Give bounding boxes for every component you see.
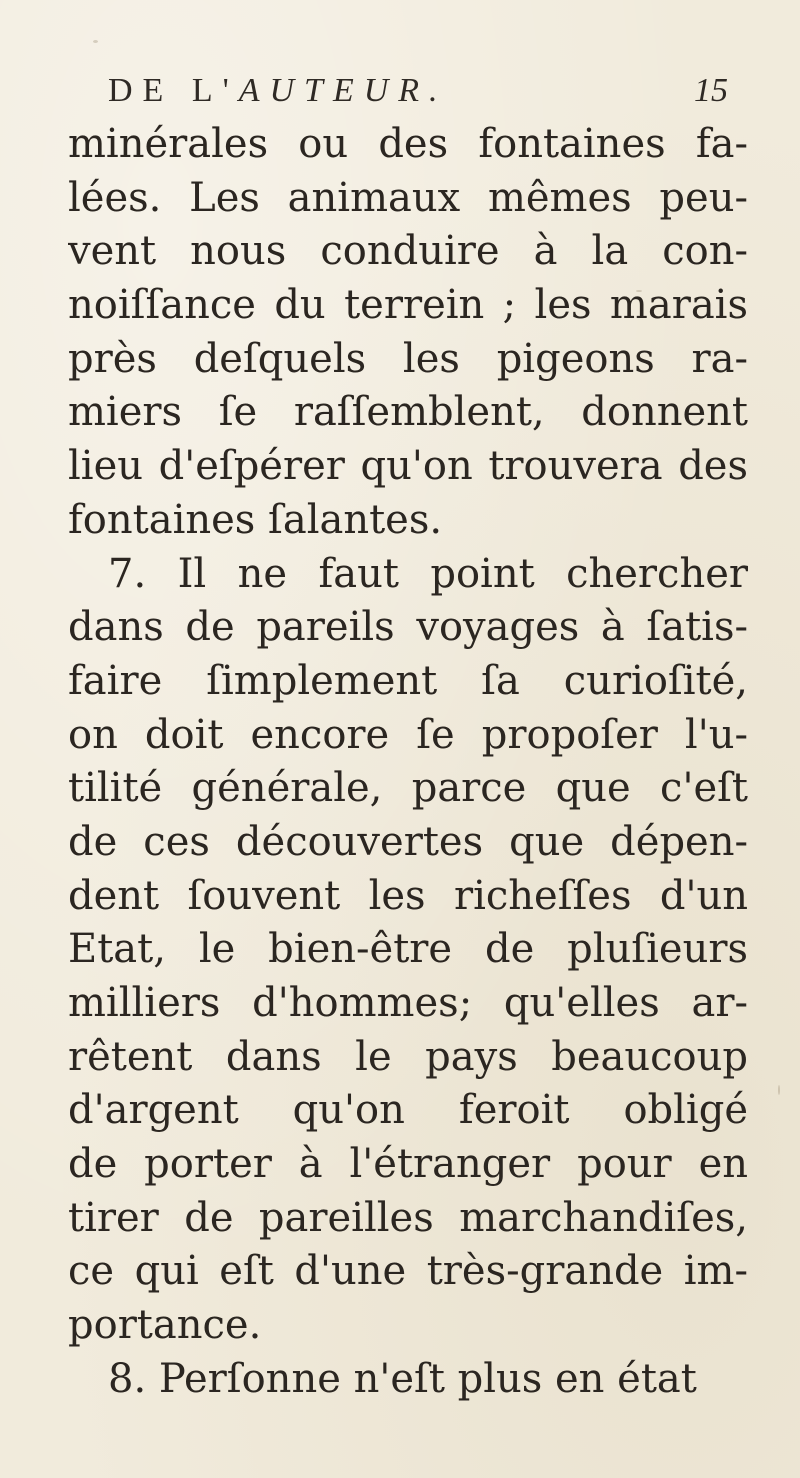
text-line-8: fontaines ſalantes. — [68, 496, 443, 543]
text-line-24: 8. Perſonne n'eſt plus en état — [108, 1355, 697, 1402]
text-line-7: lieu d'eſpérer qu'on trouvera des — [68, 443, 748, 490]
paper-fleck — [636, 290, 642, 292]
running-head-prefix: DE L' — [108, 72, 239, 109]
paper-fleck — [93, 40, 98, 43]
page-number: 15 — [694, 72, 728, 109]
text-line-18: rêtent dans le pays beaucoup — [68, 1033, 748, 1080]
text-line-21: tirer de pareilles marchandiſes, — [68, 1194, 748, 1241]
text-line-10: dans de pareils voyages à ſatis- — [68, 604, 748, 651]
running-head-italic: AUTEUR. — [238, 72, 448, 109]
text-line-6: miers ſe raſſemblent, donnent — [68, 389, 748, 436]
text-line-2: lées. Les animaux mêmes peu- — [68, 174, 748, 221]
text-line-1: minérales ou des fontaines fa- — [68, 121, 748, 167]
text-line-20: de porter à l'étranger pour en — [68, 1141, 748, 1188]
text-line-9: 7. Il ne faut point chercher — [108, 550, 748, 597]
running-head-title — [108, 72, 448, 110]
text-line-15: dent ſouvent les richeſſes d'un — [68, 872, 748, 919]
text-line-5: près deſquels les pigeons ra- — [68, 335, 748, 382]
text-line-22: ce qui eſt d'une très-grande im- — [68, 1248, 748, 1295]
text-line-16: Etat, le bien-être de pluſieurs — [68, 926, 748, 973]
paper-fleck — [778, 1085, 780, 1095]
text-line-3: vent nous conduire à la con- — [68, 228, 748, 275]
text-line-14: de ces découvertes que dépen- — [68, 818, 748, 865]
running-head — [108, 72, 728, 116]
text-line-12: on doit encore ſe propoſer l'u- — [68, 711, 748, 758]
text-line-13: tilité générale, parce que c'eſt — [68, 765, 748, 812]
text-line-17: milliers d'hommes; qu'elles ar- — [68, 980, 748, 1026]
text-line-23: portance. — [68, 1302, 262, 1349]
body-text — [68, 118, 748, 1407]
text-line-4: noiſſance du terrein ; les marais — [68, 282, 748, 329]
text-line-11: faire ſimplement ſa curioſité, — [68, 657, 748, 704]
text-line-19: d'argent qu'on feroit obligé — [68, 1087, 748, 1134]
